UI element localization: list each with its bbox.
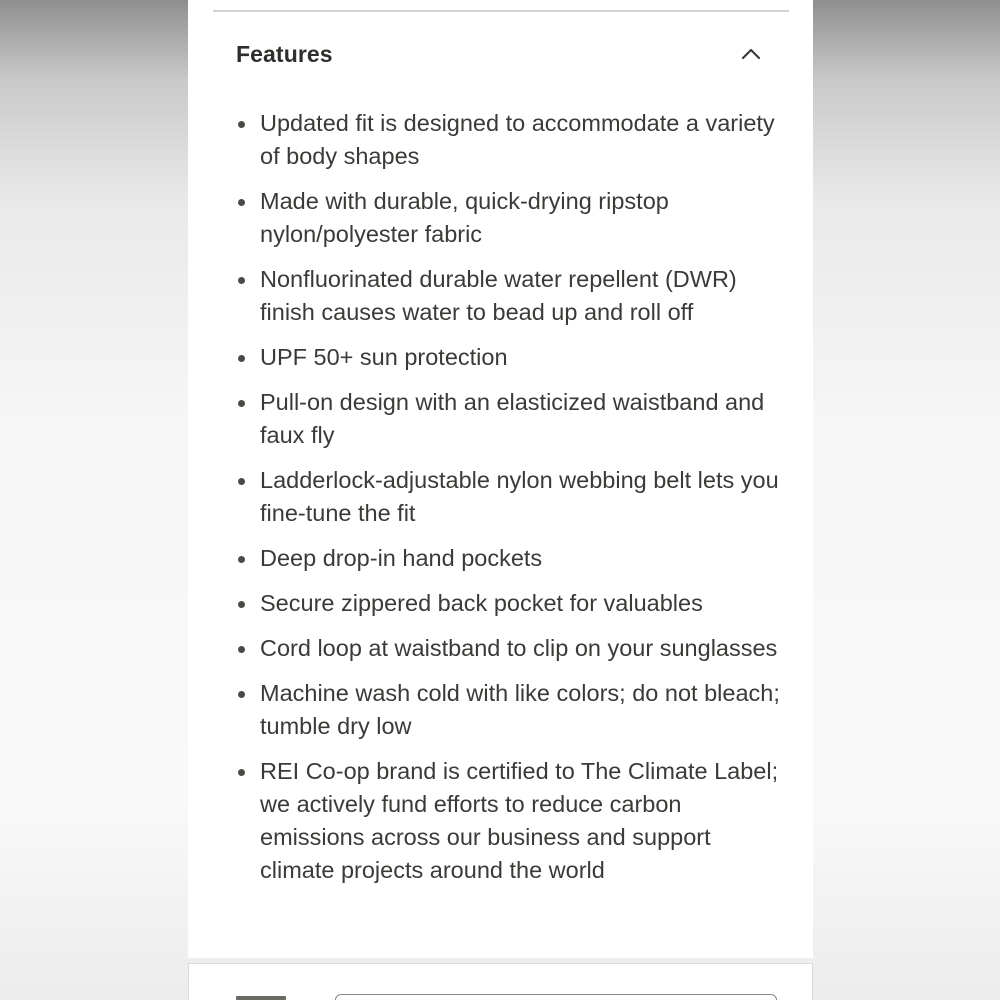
bullet-icon — [238, 355, 245, 362]
bullet-icon — [238, 277, 245, 284]
bullet-icon — [238, 646, 245, 653]
feature-list-item — [236, 263, 781, 329]
section-divider — [213, 10, 789, 12]
feature-text: Nonfluorinated durable water repellent (DWR) finish causes water to bead up and roll off — [260, 266, 737, 325]
feature-text: Pull-on design with an elasticized waistband and faux fly — [260, 389, 765, 448]
feature-text: Updated fit is designed to accommodate a variety of body shapes — [260, 110, 775, 169]
feature-list-item — [236, 755, 781, 887]
feature-text: UPF 50+ sun protection — [260, 344, 508, 370]
bullet-icon — [238, 691, 245, 698]
feature-list-item — [236, 185, 781, 251]
feature-list-item — [236, 341, 781, 374]
feature-text: Machine wash cold with like colors; do not bleach; tumble dry low — [260, 680, 780, 739]
bullet-icon — [238, 199, 245, 206]
feature-text: Ladderlock-adjustable nylon webbing belt lets you fine-tune the fit — [260, 467, 779, 526]
feature-text: Made with durable, quick-drying ripstop nylon/polyester fabric — [260, 188, 669, 247]
chevron-up-icon[interactable] — [739, 42, 763, 66]
feature-text: REI Co-op brand is certified to The Climate Label; we actively fund efforts to reduce carbon emissions across our business and support climate projects around the world — [260, 758, 779, 883]
features-list — [236, 107, 781, 899]
feature-list-item — [236, 587, 781, 620]
feature-list-item — [236, 464, 781, 530]
feature-list-item — [236, 386, 781, 452]
features-accordion-header[interactable] — [236, 34, 765, 74]
bullet-icon — [238, 769, 245, 776]
feature-text: Secure zippered back pocket for valuables — [260, 590, 703, 616]
features-title: Features — [236, 40, 333, 67]
feature-list-item — [236, 107, 781, 173]
feature-list-item — [236, 542, 781, 575]
feature-text: Deep drop-in hand pockets — [260, 545, 543, 571]
bullet-icon — [238, 478, 245, 485]
bullet-icon — [238, 556, 245, 563]
feature-list-item — [236, 677, 781, 743]
bullet-icon — [238, 121, 245, 128]
product-details-panel — [188, 0, 813, 958]
feature-text: Cord loop at waistband to clip on your sunglasses — [260, 635, 778, 661]
next-section-field[interactable] — [335, 994, 777, 1000]
bullet-icon — [238, 400, 245, 407]
feature-list-item — [236, 632, 781, 665]
next-section-card — [188, 963, 813, 1000]
section-thumbnail — [236, 996, 286, 1000]
bullet-icon — [238, 601, 245, 608]
